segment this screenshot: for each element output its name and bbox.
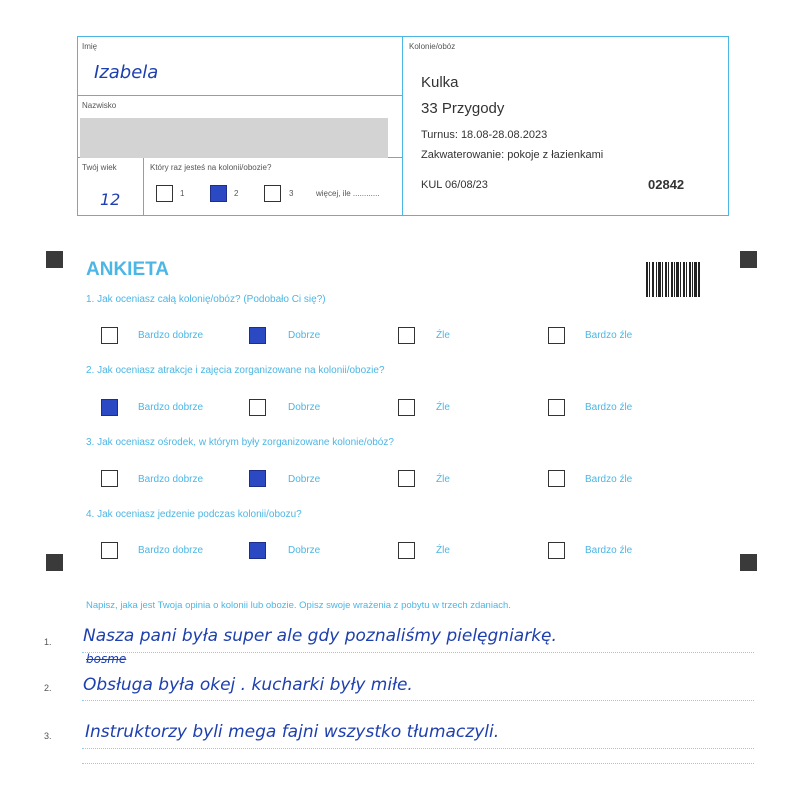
q1-option-dobrze-checkbox[interactable] [249,327,266,344]
q3-option-bardzo-zle-checkbox[interactable] [548,470,565,487]
line-number-1: 1. [44,637,52,647]
visit-option-more: więcej, ile ............ [316,189,380,198]
q2-option-bardzo-zle-label: Bardzo źle [585,402,633,413]
q3-option-dobrze-checkbox[interactable] [249,470,266,487]
line-number-3: 3. [44,731,52,741]
barcode [646,262,700,297]
q3-option-bardzo-dobrze-checkbox[interactable] [101,470,118,487]
corner-marker-top-right [740,251,757,268]
zakwaterowanie: Zakwaterowanie: pokoje z łazienkami [421,149,604,161]
turnus: Turnus: 18.08-28.08.2023 [421,129,548,141]
ktory-raz-label: Który raz jesteś na kolonii/obozie? [150,163,272,172]
q2-option-bardzo-dobrze-label: Bardzo dobrze [138,402,204,413]
corner-marker-bottom-right [740,554,757,571]
question-2: 2. Jak oceniasz atrakcje i zajęcia zorganizowane na kolonii/obozie? [86,365,385,376]
wiek-label: Twój wiek [82,163,117,172]
q3-option-zle-label: Źle [436,474,450,485]
opinion-dotline-4 [82,763,754,764]
opinion-dotline-1 [82,652,754,653]
q3-option-bardzo-zle-label: Bardzo źle [585,474,633,485]
q1-option-zle-label: Źle [436,330,450,341]
opinion-dotline-2 [82,700,754,701]
question-1: 1. Jak oceniasz całą kolonię/obóz? (Podobało Ci się?) [86,294,326,305]
visit-option-3: 3 [289,189,294,198]
q2-option-zle-checkbox[interactable] [398,399,415,416]
nazwisko-label: Nazwisko [82,101,117,110]
q3-option-dobrze-label: Dobrze [288,474,321,485]
visit-option-2: 2 [234,189,239,198]
q2-option-dobrze-checkbox[interactable] [249,399,266,416]
q4-option-dobrze-label: Dobrze [288,545,321,556]
imie-label: Imię [82,42,98,51]
q4-option-zle-label: Źle [436,545,450,556]
opinion-dotline-3 [82,748,754,749]
camp-name: Kulka [421,74,459,91]
opinion-line-2[interactable]: Obsługa była okej . kucharki były miłe. [83,675,413,695]
header-row-divider-1 [77,95,403,96]
imie-value[interactable]: Izabela [94,62,159,83]
q1-option-zle-checkbox[interactable] [398,327,415,344]
header-vertical-divider [402,36,403,215]
visit-checkbox-3[interactable] [264,185,281,202]
q2-option-zle-label: Źle [436,402,450,413]
q2-option-bardzo-dobrze-checkbox[interactable] [101,399,118,416]
form-number: 02842 [648,177,685,192]
q4-option-bardzo-dobrze-checkbox[interactable] [101,542,118,559]
corner-marker-top-left [46,251,63,268]
q1-option-bardzo-zle-label: Bardzo źle [585,330,633,341]
opinion-prompt: Napisz, jaka jest Twoja opinia o kolonii lub obozie. Opisz swoje wrażenia z pobytu w trzech zdaniach. [86,600,511,611]
camp-code: KUL 06/08/23 [421,179,488,191]
line-number-2: 2. [44,683,52,693]
q2-option-bardzo-zle-checkbox[interactable] [548,399,565,416]
q3-option-zle-checkbox[interactable] [398,470,415,487]
visit-checkbox-1[interactable] [156,185,173,202]
q1-option-bardzo-dobrze-checkbox[interactable] [101,327,118,344]
question-3: 3. Jak oceniasz ośrodek, w którym były zorganizowane kolonie/obóz? [86,437,394,448]
q1-option-bardzo-zle-checkbox[interactable] [548,327,565,344]
q2-option-dobrze-label: Dobrze [288,402,321,413]
camp-program: 33 Przygody [421,100,505,117]
wiek-value[interactable]: 12 [100,190,121,209]
nazwisko-redacted [80,118,388,158]
crossed-word: bosme [86,652,127,666]
opinion-line-3[interactable]: Instruktorzy byli mega fajni wszystko tłumaczyli. [85,722,500,742]
q4-option-zle-checkbox[interactable] [398,542,415,559]
survey-title: ANKIETA [86,259,170,280]
q3-option-bardzo-dobrze-label: Bardzo dobrze [138,474,204,485]
q1-option-dobrze-label: Dobrze [288,330,321,341]
q4-option-bardzo-zle-checkbox[interactable] [548,542,565,559]
question-4: 4. Jak oceniasz jedzenie podczas kolonii/obozu? [86,509,302,520]
opinion-line-1[interactable]: Nasza pani była super ale gdy poznaliśmy pielęgniarkę. [83,626,557,646]
age-divider [143,157,144,215]
kolonie-label: Kolonie/obóz [409,42,456,51]
visit-option-1: 1 [180,189,185,198]
q4-option-bardzo-zle-label: Bardzo źle [585,545,633,556]
q4-option-dobrze-checkbox[interactable] [249,542,266,559]
q4-option-bardzo-dobrze-label: Bardzo dobrze [138,545,204,556]
visit-checkbox-2[interactable] [210,185,227,202]
q1-option-bardzo-dobrze-label: Bardzo dobrze [138,330,204,341]
corner-marker-bottom-left [46,554,63,571]
